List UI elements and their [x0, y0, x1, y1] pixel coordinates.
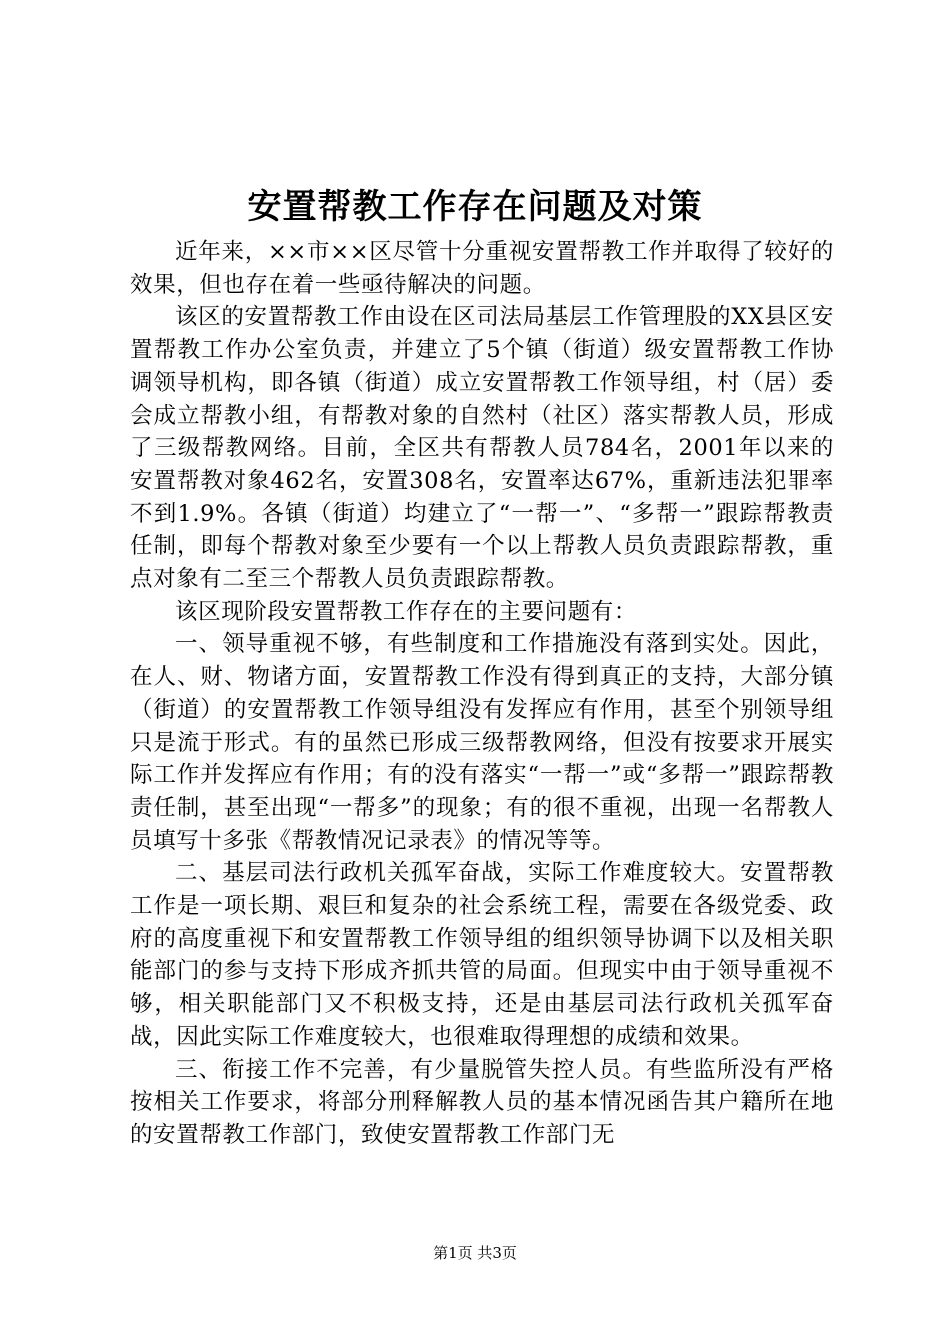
paragraph-problem-3: 三、衔接工作不完善，有少量脱管失控人员。有些监所没有严格按相关工作要求，将部分刑释解教人员的基本情况函告其户籍所在地的安置帮教工作部门，致使安置帮教工作部门无	[130, 1056, 834, 1148]
document-body	[130, 236, 834, 1152]
paragraph-problem-2: 二、基层司法行政机关孤军奋战，实际工作难度较大。安置帮教工作是一项长期、艰巨和复杂的社会系统工程，需要在各级党委、政府的高度重视下和安置帮教工作领导组的组织领导协调下以及相关职能部门的参与支持下形成齐抓共管的局面。但现实中由于领导重视不够，相关职能部门又不积极支持，还是由基层司法行政机关孤军奋战，因此实际工作难度较大，也很难取得理想的成绩和效果。	[130, 860, 834, 1050]
paragraph-problems-lead: 该区现阶段安置帮教工作存在的主要问题有：	[175, 598, 638, 625]
paragraph-problem-1: 一、领导重视不够，有些制度和工作措施没有落到实处。因此，在人、财、物诸方面，安置帮教工作没有得到真正的支持，大部分镇（街道）的安置帮教工作领导组没有发挥应有作用，甚至个别领导组只是流于形式。有的虽然已形成三级帮教网络，但没有按要求开展实际工作并发挥应有作用；有的没有落实“一帮一”或“多帮一”跟踪帮教责任制，甚至出现“一帮多”的现象；有的很不重视，出现一名帮教人员填写十多张《帮教情况记录表》的情况等等。	[130, 631, 834, 854]
page-footer: 第1页 共3页	[433, 1244, 517, 1262]
paragraph-background: 该区的安置帮教工作由设在区司法局基层工作管理股的XX县区安置帮教工作办公室负责，并建立了5个镇（街道）级安置帮教工作协调领导机构，即各镇（街道）成立安置帮教工作领导组，村（居）委会成立帮教小组，有帮教对象的自然村（社区）落实帮教人员，形成了三级帮教网络。目前，全区共有帮教人员784名，2001年以来的安置帮教对象462名，安置308名，安置率达67%，重新违法犯罪率不到1.9%。各镇（街道）均建立了“一帮一”、“多帮一”跟踪帮教责任制，即每个帮教对象至少要有一个以上帮教人员负责跟踪帮教，重点对象有二至三个帮教人员负责跟踪帮教。	[130, 304, 834, 593]
document-title: 安置帮教工作存在问题及对策	[247, 187, 703, 227]
paragraph-intro: 近年来，××市××区尽管十分重视安置帮教工作并取得了较好的效果，但也存在着一些亟待解决的问题。	[130, 239, 834, 298]
